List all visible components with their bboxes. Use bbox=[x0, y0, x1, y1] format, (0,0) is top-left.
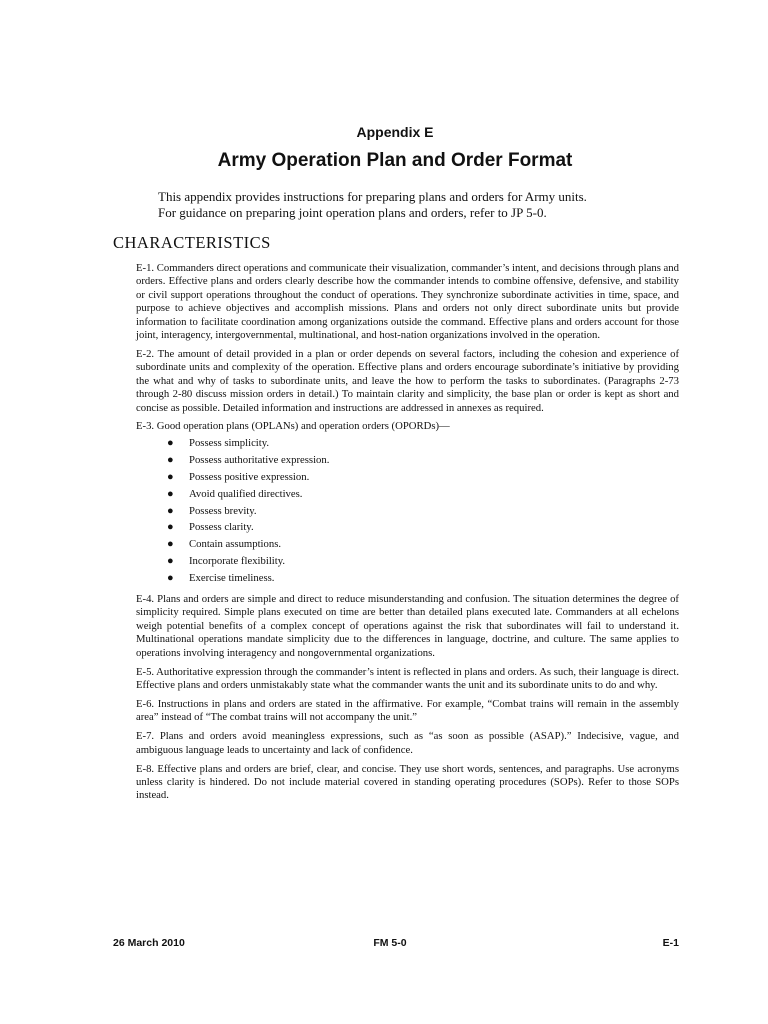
paragraph-e5: E-5. Authoritative expression through the commander’s intent is reflected in plans and orders. As such, their language is direct. Effective plans and orders unmistakably state what the commander wants the unit and its subordinate units to do and why. bbox=[136, 665, 679, 691]
bullet-icon: ● bbox=[167, 538, 174, 551]
list-item: ● Possess clarity. bbox=[136, 519, 679, 536]
bullet-icon: ● bbox=[167, 504, 174, 517]
list-item: ● Possess positive expression. bbox=[136, 469, 679, 486]
appendix-label: Appendix E bbox=[356, 124, 434, 140]
list-item: ● Incorporate flexibility. bbox=[136, 553, 679, 570]
bullet-icon: ● bbox=[167, 436, 174, 449]
list-item: ● Exercise timeliness. bbox=[136, 570, 679, 587]
paragraph-e4: E-4. Plans and orders are simple and direct to reduce misunderstanding and confusion. The situation determines the degree of simplicity required. Simple plans executed on time are better than detailed plans executed late. Commanders at all echelons weigh potential benefits of a complex concept of operations against the risk that subordinates will fail to understand it. Multinational operations mandate simplicity due to the differences in language, doctrine, and culture. The same applies to operations involving interagency and nongovernmental organizations. bbox=[136, 593, 679, 659]
body-text bbox=[136, 262, 679, 808]
bullet-icon: ● bbox=[167, 572, 174, 585]
intro-line: For guidance on preparing joint operation plans and orders, refer to JP 5-0. bbox=[158, 205, 547, 220]
page-footer bbox=[0, 937, 768, 953]
bullet-icon: ● bbox=[167, 487, 174, 500]
bullet-icon: ● bbox=[167, 555, 174, 568]
list-item: ● Possess authoritative expression. bbox=[136, 452, 679, 469]
list-item: ● Possess brevity. bbox=[136, 503, 679, 520]
paragraph-e1: E-1. Commanders direct operations and communicate their visualization, commander’s intent, and decisions through plans and orders. Effective plans and orders clearly describe how the commander intends to combine offensive, defensive, and stability or civil support operations throughout the conduct of operations. They synchronize subordinate activities in time, space, and purpose to achieve objectives and accomplish missions. Plans and orders not only direct subordinate units but provide information to facilitate coordination among organizations outside the command. Effective plans and orders account for those joint, interagency, intergovernmental, multinational, and host-nation organizations involved in the operation. bbox=[136, 262, 679, 342]
bullet-list bbox=[136, 435, 679, 587]
bullet-icon: ● bbox=[167, 521, 174, 534]
paragraph-e6: E-6. Instructions in plans and orders are stated in the affirmative. For example, “Combat trains will remain in the assembly area” instead of “The combat trains will not accompany the unit.” bbox=[136, 697, 679, 724]
list-item: ● Contain assumptions. bbox=[136, 536, 679, 553]
paragraph-e3: E-3. Good operation plans (OPLANs) and operation orders (OPORDs)— bbox=[136, 420, 450, 433]
page-title: Army Operation Plan and Order Format bbox=[217, 150, 573, 171]
paragraph-e7: E-7. Plans and orders avoid meaningless expressions, such as “as soon as possible (ASAP).” Indecisive, vague, and ambiguous language leads to uncertainty and lack of confidence. bbox=[136, 730, 679, 756]
bullet-icon: ● bbox=[167, 470, 174, 483]
list-item: ● Possess simplicity. bbox=[136, 435, 679, 452]
list-item: ● Avoid qualified directives. bbox=[136, 486, 679, 503]
section-heading: CHARACTERISTICS bbox=[113, 233, 271, 252]
paragraph-e2: E-2. The amount of detail provided in a plan or order depends on several factors, including the cohesion and experience of subordinate units and complexity of the operation. Effective plans and orders encourage subordinate’s initiative by providing the what and why of tasks to subordinate units, and leave the how to perform the tasks to subordinates. (Paragraphs 2-73 through 2-80 discuss mission orders in detail.) To maintain clarity and simplicity, the base plan or order is kept as short and concise as possible. Detailed information and instructions are addressed in annexes as required. bbox=[136, 347, 679, 414]
bullet-icon: ● bbox=[167, 453, 174, 466]
footer-manual-id: FM 5-0 bbox=[373, 937, 407, 949]
intro-block bbox=[158, 189, 638, 221]
intro-line: This appendix provides instructions for preparing plans and orders for Army units. bbox=[158, 189, 587, 204]
paragraph-e8: E-8. Effective plans and orders are brief, clear, and concise. They use short words, sentences, and paragraphs. Use acronyms unless clarity is hindered. Do not include material covered in standing operating procedures (SOPs). Refer to those SOPs instead. bbox=[136, 762, 679, 802]
footer-date: 26 March 2010 bbox=[113, 937, 185, 949]
footer-page-number: E-1 bbox=[662, 937, 679, 949]
